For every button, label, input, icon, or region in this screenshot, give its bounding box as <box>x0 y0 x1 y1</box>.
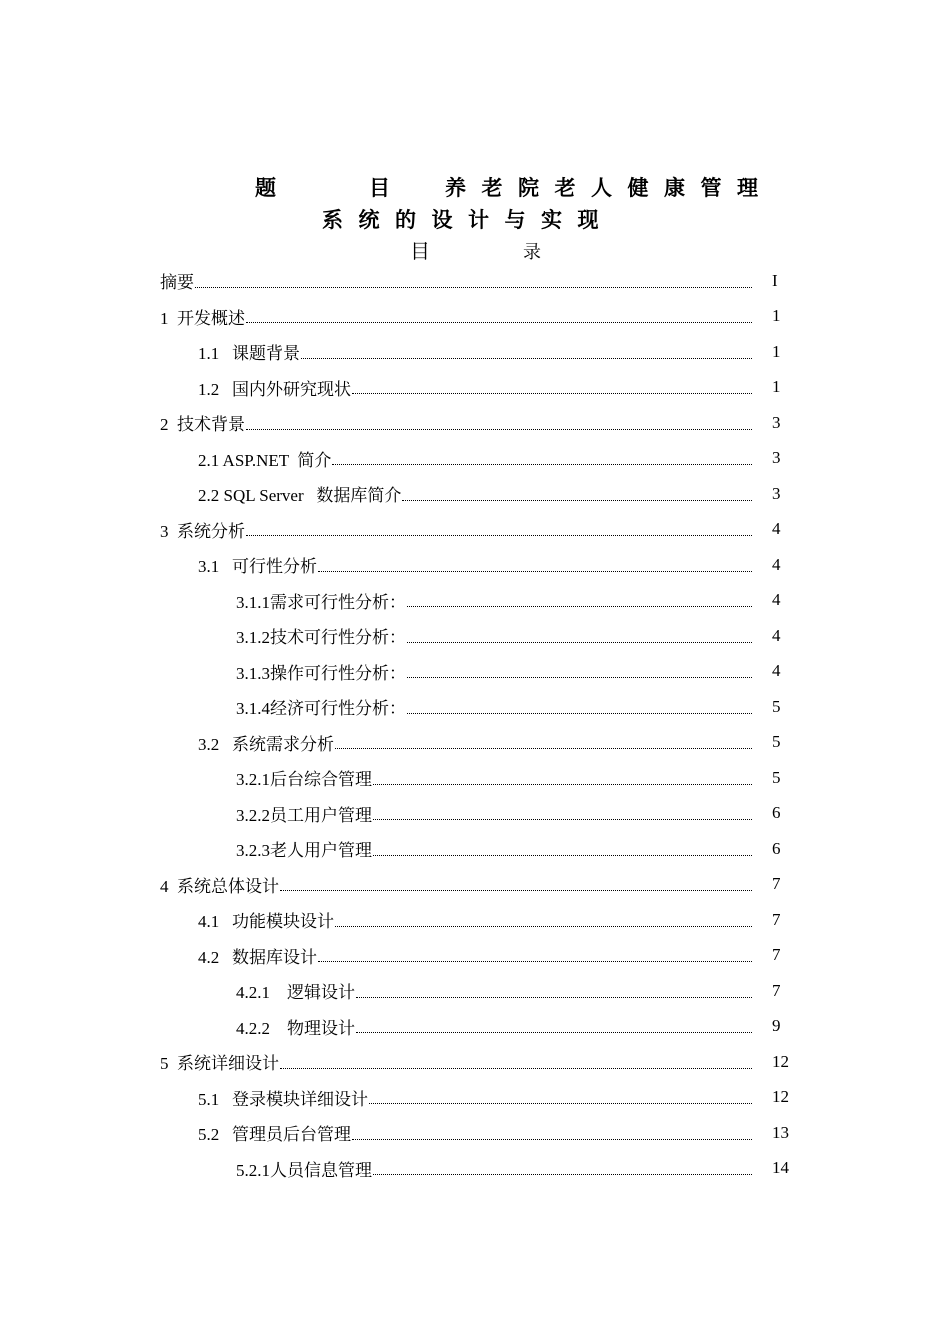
toc-entry-leader <box>246 321 752 323</box>
toc-entry-leader <box>369 1102 752 1104</box>
toc-entry-leader <box>335 925 752 927</box>
toc-entry-page-number: 6 <box>772 838 781 858</box>
toc-entry-title: 4.2.2 物理设计 <box>236 1018 355 1038</box>
toc-entry-title: 3.1.3操作可行性分析： <box>236 663 406 683</box>
toc-entry-page-number: 7 <box>772 980 781 1000</box>
toc-entry-title: 1.1 课题背景 <box>198 344 300 364</box>
toc-entry[interactable] <box>0 299 950 335</box>
toc-entry[interactable] <box>0 441 950 477</box>
toc-entry-page-number: 1 <box>772 341 781 361</box>
toc-entry-page-number: 3 <box>772 412 781 432</box>
toc-entry-title: 2.1 ASP.NET 简介 <box>198 450 332 470</box>
toc-entry[interactable] <box>0 867 950 903</box>
toc-entry-page-number: 5 <box>772 767 781 787</box>
toc-entry-title: 3.2.3老人用户管理 <box>236 841 372 861</box>
toc-entry-leader <box>280 889 752 891</box>
toc-entry-leader <box>373 818 752 820</box>
toc-entry[interactable] <box>0 618 950 654</box>
toc-entry[interactable] <box>0 1115 950 1151</box>
toc-entry[interactable] <box>0 370 950 406</box>
toc-entry[interactable] <box>0 263 950 299</box>
toc-entry-leader <box>335 747 752 749</box>
toc-entry-title: 摘要 <box>160 273 194 293</box>
document-title-line-2: 系统的设计与实现 <box>322 208 614 232</box>
toc-entry-title: 3.2.2员工用户管理 <box>236 805 372 825</box>
toc-entry-page-number: 9 <box>772 1016 781 1036</box>
toc-entry-page-number: 7 <box>772 945 781 965</box>
toc-entry-title: 3.1.4经济可行性分析： <box>236 699 406 719</box>
toc-entry-page-number: 4 <box>772 554 781 574</box>
toc-entry[interactable] <box>0 796 950 832</box>
toc-entry-title: 3.1 可行性分析 <box>198 557 317 577</box>
toc-entry-leader <box>407 605 752 607</box>
toc-entry[interactable] <box>0 1044 950 1080</box>
toc-entry-leader <box>407 641 752 643</box>
toc-entry-title: 5.2 管理员后台管理 <box>198 1125 351 1145</box>
toc-entry-page-number: 12 <box>772 1051 789 1071</box>
toc-entry-title: 5.1 登录模块详细设计 <box>198 1089 368 1109</box>
toc-heading <box>0 236 950 266</box>
toc-entry-title: 3.1.2技术可行性分析： <box>236 628 406 648</box>
toc-entry[interactable] <box>0 973 950 1009</box>
toc-entry[interactable] <box>0 547 950 583</box>
toc-entry-title: 5 系统详细设计 <box>160 1054 279 1074</box>
title-text-line-1: 养老院老人健康管理 <box>445 176 774 200</box>
toc-entry-title: 3.2 系统需求分析 <box>198 734 334 754</box>
toc-entry[interactable] <box>0 902 950 938</box>
toc-entry-page-number: 5 <box>772 696 781 716</box>
toc-entry-leader <box>246 428 752 430</box>
toc-entry-page-number: 14 <box>772 1158 789 1178</box>
toc-entry-leader <box>407 676 752 678</box>
toc-entry-leader <box>356 996 752 998</box>
toc-entry-page-number: 12 <box>772 1087 789 1107</box>
toc-entry[interactable] <box>0 831 950 867</box>
toc-entry-leader <box>318 960 752 962</box>
toc-entry[interactable] <box>0 654 950 690</box>
toc-entry-page-number: 3 <box>772 448 781 468</box>
toc-entry-page-number: 13 <box>772 1122 789 1142</box>
toc-entry-leader <box>373 854 752 856</box>
toc-entry-title: 4.2 数据库设计 <box>198 947 317 967</box>
toc-entry-title: 2 技术背景 <box>160 415 245 435</box>
toc-entry[interactable] <box>0 760 950 796</box>
toc-entry-leader <box>195 286 752 288</box>
toc-entry-title: 1.2 国内外研究现状 <box>198 379 351 399</box>
toc-entry[interactable] <box>0 583 950 619</box>
toc-heading-char-2: 录 <box>523 242 541 263</box>
title-label-char-2: 目 <box>369 176 390 200</box>
toc-entry[interactable] <box>0 1080 950 1116</box>
toc-entry-leader <box>407 712 752 714</box>
toc-entry[interactable] <box>0 334 950 370</box>
toc-entry-leader <box>332 463 752 465</box>
document-title-line-1 <box>255 172 785 204</box>
toc-entry-title: 3.2.1后台综合管理 <box>236 770 372 790</box>
toc-entry-leader <box>373 783 752 785</box>
toc-entry-leader <box>301 357 752 359</box>
toc-entry-page-number: 1 <box>772 377 781 397</box>
toc-entry-title: 4.1 功能模块设计 <box>198 912 334 932</box>
toc-entry-leader <box>246 534 752 536</box>
toc-entry-leader <box>402 499 752 501</box>
toc-entry-page-number: 7 <box>772 874 781 894</box>
toc-entry-page-number: 6 <box>772 803 781 823</box>
table-of-contents <box>0 263 950 1186</box>
toc-entry[interactable] <box>0 476 950 512</box>
toc-entry[interactable] <box>0 1151 950 1187</box>
toc-entry-leader <box>352 392 752 394</box>
toc-entry-leader <box>352 1138 752 1140</box>
toc-heading-char-1: 目 <box>410 239 430 263</box>
toc-entry[interactable] <box>0 405 950 441</box>
toc-entry-leader <box>318 570 752 572</box>
toc-entry[interactable] <box>0 689 950 725</box>
toc-entry[interactable] <box>0 512 950 548</box>
toc-entry[interactable] <box>0 938 950 974</box>
toc-entry-page-number: 4 <box>772 625 781 645</box>
toc-entry-leader <box>356 1031 752 1033</box>
toc-entry-leader <box>373 1173 752 1175</box>
toc-entry-leader <box>280 1067 752 1069</box>
toc-entry-page-number: 4 <box>772 519 781 539</box>
toc-entry-page-number: 5 <box>772 732 781 752</box>
toc-entry-page-number: 7 <box>772 909 781 929</box>
title-label-char-1: 题 <box>255 176 276 200</box>
toc-entry-title: 2.2 SQL Server 数据库简介 <box>198 486 402 506</box>
toc-entry[interactable] <box>0 1009 950 1045</box>
toc-entry-title: 4.2.1 逻辑设计 <box>236 983 355 1003</box>
toc-entry-title: 1 开发概述 <box>160 308 245 328</box>
toc-entry-page-number: 4 <box>772 590 781 610</box>
toc-entry-title: 3.1.1需求可行性分析： <box>236 592 406 612</box>
toc-entry-title: 3 系统分析 <box>160 521 245 541</box>
toc-entry[interactable] <box>0 725 950 761</box>
toc-entry-title: 4 系统总体设计 <box>160 876 279 896</box>
toc-entry-page-number: 3 <box>772 483 781 503</box>
toc-entry-title: 5.2.1人员信息管理 <box>236 1160 372 1180</box>
toc-entry-page-number: 1 <box>772 306 781 326</box>
toc-entry-page-number: 4 <box>772 661 781 681</box>
toc-entry-page-number: I <box>772 270 778 290</box>
